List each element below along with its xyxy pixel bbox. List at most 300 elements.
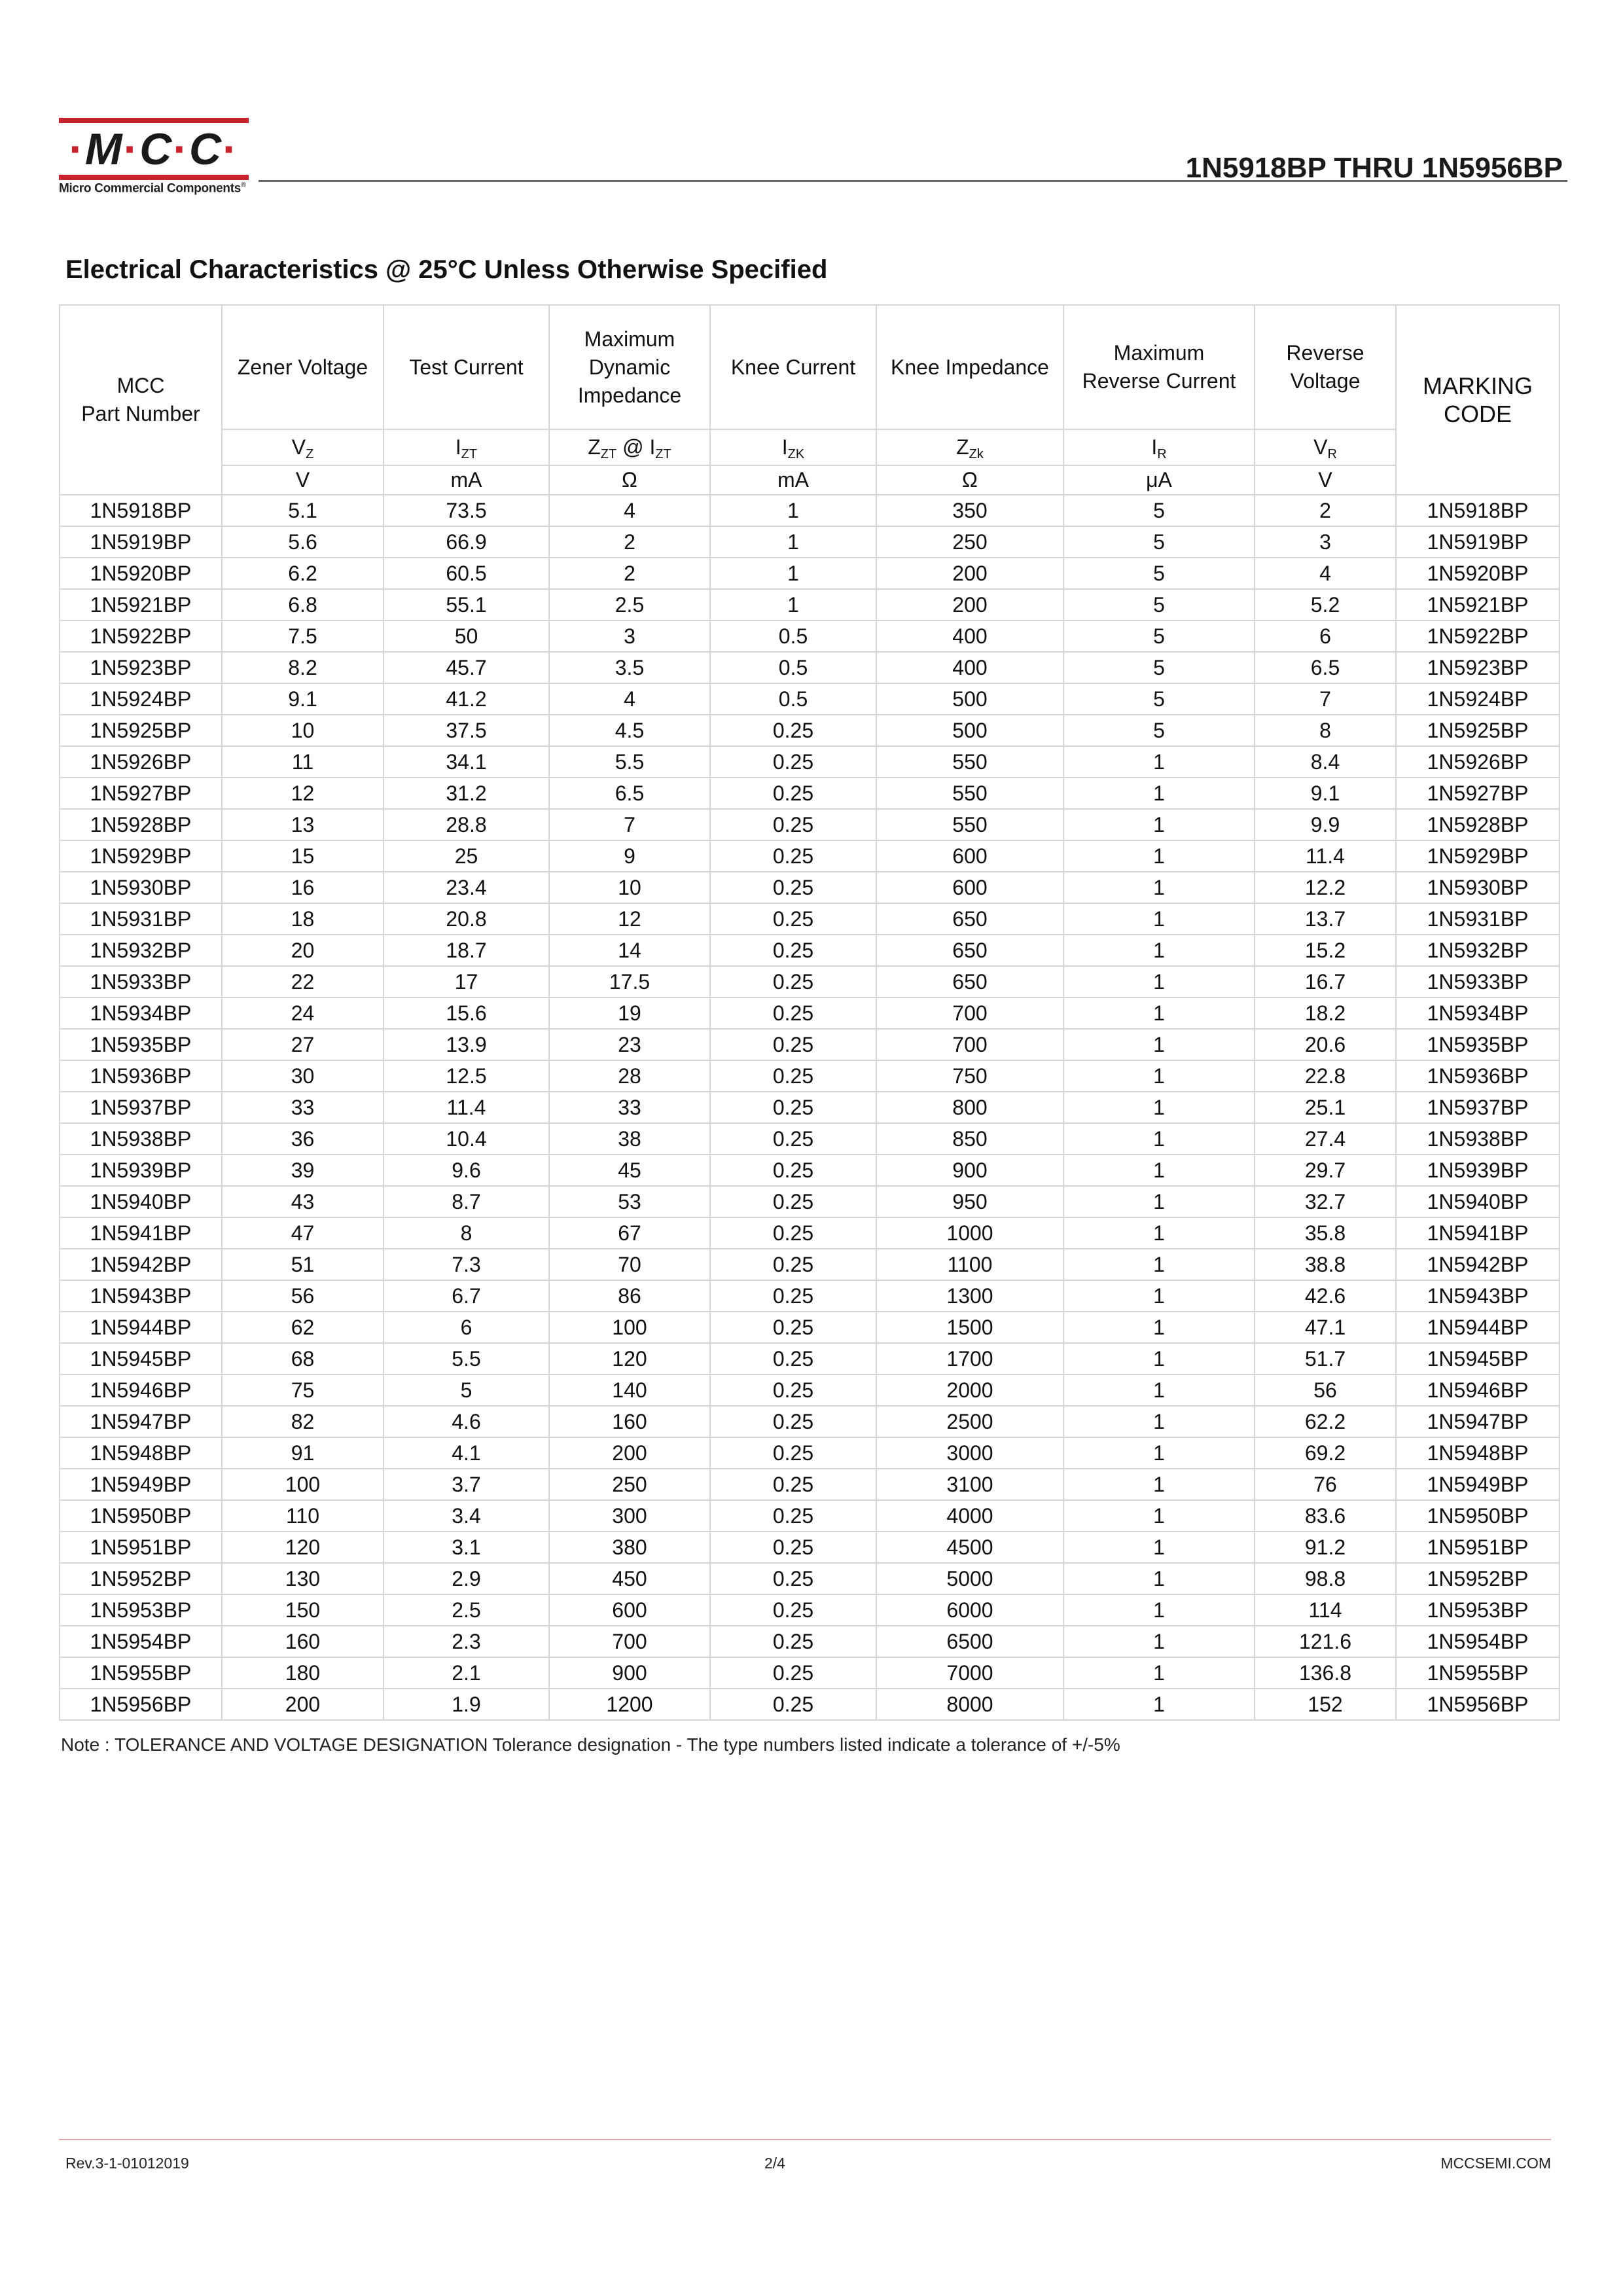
table-cell: 66.9	[383, 526, 549, 558]
table-cell: 6	[1255, 620, 1396, 652]
table-cell: 76	[1255, 1469, 1396, 1500]
logo-subtitle: Micro Commercial Components®	[59, 181, 246, 196]
table-cell: 1	[1063, 966, 1255, 997]
table-cell: 1N5937BP	[1396, 1092, 1560, 1123]
table-cell: 10	[549, 872, 710, 903]
table-cell: 34.1	[383, 746, 549, 778]
table-cell: 8000	[876, 1689, 1063, 1720]
table-row	[60, 903, 1560, 935]
table-cell: 11.4	[1255, 840, 1396, 872]
footer-rule	[59, 2139, 1551, 2140]
table-cell: 67	[549, 1217, 710, 1249]
table-cell: 12	[222, 778, 383, 809]
logo-letter-m: M	[84, 124, 124, 174]
table-cell: 550	[876, 809, 1063, 840]
table-cell: 1N5946BP	[1396, 1374, 1560, 1406]
table-cell: 1N5947BP	[60, 1406, 222, 1437]
table-cell: 1	[1063, 1029, 1255, 1060]
table-cell: 18.2	[1255, 997, 1396, 1029]
table-cell: 1	[1063, 1186, 1255, 1217]
table-cell: 1N5925BP	[60, 715, 222, 746]
table-cell: 200	[876, 558, 1063, 589]
table-cell: 0.5	[710, 652, 876, 683]
table-row	[60, 683, 1560, 715]
table-cell: 1N5939BP	[60, 1155, 222, 1186]
table-cell: 1N5928BP	[1396, 809, 1560, 840]
table-row	[60, 652, 1560, 683]
table-cell: 0.25	[710, 840, 876, 872]
table-cell: 0.25	[710, 1186, 876, 1217]
table-cell: 1300	[876, 1280, 1063, 1312]
table-cell: 1N5950BP	[60, 1500, 222, 1532]
table-cell: 1	[1063, 1437, 1255, 1469]
table-cell: 7	[1255, 683, 1396, 715]
table-cell: 20.6	[1255, 1029, 1396, 1060]
table-cell: 1N5933BP	[1396, 966, 1560, 997]
table-cell: 5	[1063, 558, 1255, 589]
table-cell: 4	[549, 495, 710, 526]
symbol-vz: $V_Z$	[222, 429, 383, 465]
table-cell: 600	[876, 872, 1063, 903]
table-cell: 1N5935BP	[60, 1029, 222, 1060]
table-row	[60, 526, 1560, 558]
table-cell: 800	[876, 1092, 1063, 1123]
table-cell: 22	[222, 966, 383, 997]
table-cell: 4.6	[383, 1406, 549, 1437]
table-cell: 121.6	[1255, 1626, 1396, 1657]
table-row	[60, 966, 1560, 997]
col-part-number: MCC Part Number	[60, 305, 222, 495]
table-cell: 1	[1063, 778, 1255, 809]
table-cell: 3.7	[383, 1469, 549, 1500]
header-row-labels	[60, 305, 1560, 429]
mcc-logo	[59, 115, 255, 203]
table-cell: 120	[549, 1343, 710, 1374]
table-cell: 15.2	[1255, 935, 1396, 966]
table-cell: 1N5919BP	[60, 526, 222, 558]
col-reverse-voltage: Reverse Voltage	[1255, 305, 1396, 429]
table-cell: 0.25	[710, 715, 876, 746]
table-cell: 6.7	[383, 1280, 549, 1312]
table-cell: 5	[1063, 589, 1255, 620]
table-cell: 1	[1063, 935, 1255, 966]
table-cell: 1N5918BP	[1396, 495, 1560, 526]
table-cell: 1N5935BP	[1396, 1029, 1560, 1060]
table-cell: 1N5945BP	[60, 1343, 222, 1374]
table-cell: 8.2	[222, 652, 383, 683]
table-cell: 2.3	[383, 1626, 549, 1657]
unit-cell: V	[222, 465, 383, 495]
table-cell: 75	[222, 1374, 383, 1406]
table-cell: 3	[549, 620, 710, 652]
unit-cell: μA	[1063, 465, 1255, 495]
table-cell: 0.25	[710, 1060, 876, 1092]
table-cell: 6500	[876, 1626, 1063, 1657]
table-cell: 1	[710, 558, 876, 589]
table-cell: 13.7	[1255, 903, 1396, 935]
table-cell: 7000	[876, 1657, 1063, 1689]
table-cell: 100	[549, 1312, 710, 1343]
table-cell: 1N5936BP	[1396, 1060, 1560, 1092]
table-cell: 2.9	[383, 1563, 549, 1594]
table-cell: 18.7	[383, 935, 549, 966]
table-cell: 39	[222, 1155, 383, 1186]
table-cell: 0.25	[710, 1532, 876, 1563]
table-row	[60, 1500, 1560, 1532]
table-cell: 400	[876, 652, 1063, 683]
table-cell: 7.3	[383, 1249, 549, 1280]
table-row	[60, 1469, 1560, 1500]
table-row	[60, 1406, 1560, 1437]
table-cell: 1N5922BP	[1396, 620, 1560, 652]
table-cell: 17	[383, 966, 549, 997]
col-dynamic-impedance: Maximum Dynamic Impedance	[549, 305, 710, 429]
table-cell: 1N5956BP	[60, 1689, 222, 1720]
table-cell: 5	[1063, 715, 1255, 746]
table-cell: 28.8	[383, 809, 549, 840]
table-row	[60, 1186, 1560, 1217]
table-row	[60, 935, 1560, 966]
table-cell: 1N5920BP	[1396, 558, 1560, 589]
table-cell: 1	[1063, 746, 1255, 778]
table-row	[60, 1437, 1560, 1469]
table-cell: 3100	[876, 1469, 1063, 1500]
table-cell: 1N5945BP	[1396, 1343, 1560, 1374]
table-cell: 650	[876, 935, 1063, 966]
table-cell: 0.5	[710, 620, 876, 652]
table-cell: 2500	[876, 1406, 1063, 1437]
table-cell: 30	[222, 1060, 383, 1092]
table-cell: 20.8	[383, 903, 549, 935]
table-cell: 5.5	[549, 746, 710, 778]
table-cell: 110	[222, 1500, 383, 1532]
table-cell: 16	[222, 872, 383, 903]
table-cell: 1700	[876, 1343, 1063, 1374]
table-cell: 60.5	[383, 558, 549, 589]
table-cell: 1	[1063, 872, 1255, 903]
table-cell: 10.4	[383, 1123, 549, 1155]
table-cell: 1N5931BP	[1396, 903, 1560, 935]
table-cell: 1	[1063, 1312, 1255, 1343]
table-cell: 24	[222, 997, 383, 1029]
table-cell: 1N5925BP	[1396, 715, 1560, 746]
col-zener-voltage: Zener Voltage	[222, 305, 383, 429]
table-cell: 500	[876, 683, 1063, 715]
table-row	[60, 1563, 1560, 1594]
table-cell: 12.2	[1255, 872, 1396, 903]
table-cell: 750	[876, 1060, 1063, 1092]
header-row-units	[60, 465, 1560, 495]
table-cell: 1N5939BP	[1396, 1155, 1560, 1186]
table-cell: 1N5940BP	[1396, 1186, 1560, 1217]
symbol-zzk: $Z_{Zk}$	[876, 429, 1063, 465]
table-row	[60, 778, 1560, 809]
table-cell: 0.25	[710, 1500, 876, 1532]
table-cell: 6.2	[222, 558, 383, 589]
table-cell: 50	[383, 620, 549, 652]
table-cell: 5.6	[222, 526, 383, 558]
table-cell: 8.7	[383, 1186, 549, 1217]
table-row	[60, 1343, 1560, 1374]
table-cell: 1N5955BP	[60, 1657, 222, 1689]
col-reverse-current: Maximum Reverse Current	[1063, 305, 1255, 429]
table-cell: 0.25	[710, 1594, 876, 1626]
table-cell: 33	[222, 1092, 383, 1123]
table-cell: 4.1	[383, 1437, 549, 1469]
table-cell: 1N5943BP	[60, 1280, 222, 1312]
table-cell: 1N5948BP	[60, 1437, 222, 1469]
table-cell: 1N5951BP	[60, 1532, 222, 1563]
table-cell: 12	[549, 903, 710, 935]
table-cell: 1N5930BP	[1396, 872, 1560, 903]
table-cell: 38.8	[1255, 1249, 1396, 1280]
table-cell: 400	[876, 620, 1063, 652]
table-cell: 36	[222, 1123, 383, 1155]
table-cell: 12.5	[383, 1060, 549, 1092]
table-cell: 51	[222, 1249, 383, 1280]
table-cell: 1N5944BP	[1396, 1312, 1560, 1343]
table-row	[60, 746, 1560, 778]
table-cell: 700	[876, 997, 1063, 1029]
table-cell: 160	[222, 1626, 383, 1657]
table-cell: 1200	[549, 1689, 710, 1720]
table-cell: 1N5921BP	[60, 589, 222, 620]
table-cell: 23	[549, 1029, 710, 1060]
table-cell: 1N5923BP	[60, 652, 222, 683]
table-cell: 8.4	[1255, 746, 1396, 778]
table-cell: 5	[1063, 683, 1255, 715]
col-test-current: Test Current	[383, 305, 549, 429]
table-cell: 0.25	[710, 746, 876, 778]
tolerance-note: Note : TOLERANCE AND VOLTAGE DESIGNATION Tolerance designation - The type numbers listed indicate a tolerance of +/-5%	[61, 1734, 1120, 1755]
table-cell: 0.25	[710, 966, 876, 997]
table-cell: 1N5933BP	[60, 966, 222, 997]
table-cell: 200	[222, 1689, 383, 1720]
table-cell: 1N5953BP	[1396, 1594, 1560, 1626]
table-cell: 0.25	[710, 778, 876, 809]
symbol-izk: $I_{ZK}$	[710, 429, 876, 465]
table-cell: 1	[1063, 1657, 1255, 1689]
table-cell: 1000	[876, 1217, 1063, 1249]
table-cell: 1N5934BP	[1396, 997, 1560, 1029]
table-cell: 7.5	[222, 620, 383, 652]
table-cell: 23.4	[383, 872, 549, 903]
table-cell: 120	[222, 1532, 383, 1563]
table-cell: 45.7	[383, 652, 549, 683]
logo-top-bar	[59, 118, 249, 123]
table-cell: 1N5953BP	[60, 1594, 222, 1626]
table-cell: 9.1	[1255, 778, 1396, 809]
table-cell: 4.5	[549, 715, 710, 746]
table-cell: 1	[1063, 840, 1255, 872]
table-cell: 0.25	[710, 1029, 876, 1060]
table-cell: 91.2	[1255, 1532, 1396, 1563]
table-cell: 0.5	[710, 683, 876, 715]
table-cell: 900	[876, 1155, 1063, 1186]
table-row	[60, 1532, 1560, 1563]
table-cell: 1N5942BP	[1396, 1249, 1560, 1280]
table-cell: 1N5954BP	[60, 1626, 222, 1657]
table-cell: 1N5926BP	[60, 746, 222, 778]
unit-cell: mA	[383, 465, 549, 495]
table-cell: 1N5949BP	[1396, 1469, 1560, 1500]
table-row	[60, 1374, 1560, 1406]
table-row	[60, 589, 1560, 620]
table-cell: 1N5924BP	[1396, 683, 1560, 715]
table-cell: 47.1	[1255, 1312, 1396, 1343]
table-cell: 4	[1255, 558, 1396, 589]
table-cell: 9	[549, 840, 710, 872]
table-cell: 850	[876, 1123, 1063, 1155]
table-cell: 17.5	[549, 966, 710, 997]
table-cell: 2.5	[383, 1594, 549, 1626]
document-title: 1N5918BP THRU 1N5956BP	[1185, 152, 1563, 184]
table-cell: 1N5940BP	[60, 1186, 222, 1217]
table-cell: 1N5949BP	[60, 1469, 222, 1500]
table-cell: 1N5938BP	[60, 1123, 222, 1155]
table-cell: 0.25	[710, 1469, 876, 1500]
table-cell: 62.2	[1255, 1406, 1396, 1437]
table-cell: 0.25	[710, 872, 876, 903]
table-row	[60, 1689, 1560, 1720]
table-cell: 9.1	[222, 683, 383, 715]
table-cell: 51.7	[1255, 1343, 1396, 1374]
table-cell: 43	[222, 1186, 383, 1217]
table-row	[60, 1123, 1560, 1155]
table-cell: 11.4	[383, 1092, 549, 1123]
table-cell: 35.8	[1255, 1217, 1396, 1249]
table-cell: 1	[1063, 1532, 1255, 1563]
table-row	[60, 872, 1560, 903]
logo-bottom-bar	[59, 175, 249, 180]
table-cell: 500	[876, 715, 1063, 746]
table-cell: 1	[1063, 809, 1255, 840]
table-row	[60, 1092, 1560, 1123]
table-row	[60, 1594, 1560, 1626]
table-cell: 5	[1063, 495, 1255, 526]
table-cell: 0.25	[710, 1374, 876, 1406]
table-cell: 1	[1063, 1469, 1255, 1500]
table-cell: 83.6	[1255, 1500, 1396, 1532]
table-cell: 1N5932BP	[1396, 935, 1560, 966]
table-cell: 0.25	[710, 1123, 876, 1155]
table-cell: 1N5952BP	[60, 1563, 222, 1594]
table-cell: 1N5938BP	[1396, 1123, 1560, 1155]
table-cell: 1	[1063, 903, 1255, 935]
table-cell: 114	[1255, 1594, 1396, 1626]
table-cell: 1N5955BP	[1396, 1657, 1560, 1689]
table-cell: 550	[876, 746, 1063, 778]
logo-letter-c1: C	[139, 124, 173, 174]
table-cell: 14	[549, 935, 710, 966]
table-cell: 6000	[876, 1594, 1063, 1626]
footer-revision: Rev.3-1-01012019	[65, 2155, 189, 2172]
table-cell: 950	[876, 1186, 1063, 1217]
table-row	[60, 715, 1560, 746]
table-cell: 8	[1255, 715, 1396, 746]
table-cell: 1N5921BP	[1396, 589, 1560, 620]
table-cell: 42.6	[1255, 1280, 1396, 1312]
table-cell: 1	[1063, 1626, 1255, 1657]
table-cell: 180	[222, 1657, 383, 1689]
table-cell: 1N5929BP	[60, 840, 222, 872]
table-cell: 15	[222, 840, 383, 872]
table-cell: 5000	[876, 1563, 1063, 1594]
table-body	[60, 495, 1560, 1720]
table-cell: 2.1	[383, 1657, 549, 1689]
table-cell: 32.7	[1255, 1186, 1396, 1217]
table-cell: 1	[1063, 1123, 1255, 1155]
symbol-zzt: $Z_{ZT}$ @ $I_{ZT}$	[549, 429, 710, 465]
table-cell: 1	[1063, 1374, 1255, 1406]
table-cell: 5.2	[1255, 589, 1396, 620]
table-cell: 1N5928BP	[60, 809, 222, 840]
table-cell: 1N5918BP	[60, 495, 222, 526]
unit-cell: mA	[710, 465, 876, 495]
table-cell: 152	[1255, 1689, 1396, 1720]
col-knee-impedance: Knee Impedance	[876, 305, 1063, 429]
unit-cell: Ω	[549, 465, 710, 495]
table-cell: 38	[549, 1123, 710, 1155]
table-cell: 1N5951BP	[1396, 1532, 1560, 1563]
table-cell: 1	[1063, 1280, 1255, 1312]
footer-page-number: 2/4	[764, 2155, 785, 2172]
table-row	[60, 1249, 1560, 1280]
table-cell: 1N5927BP	[1396, 778, 1560, 809]
table-cell: 1N5937BP	[60, 1092, 222, 1123]
table-cell: 6.5	[1255, 652, 1396, 683]
table-cell: 0.25	[710, 1657, 876, 1689]
table-cell: 1N5931BP	[60, 903, 222, 935]
unit-cell: Ω	[876, 465, 1063, 495]
table-cell: 27.4	[1255, 1123, 1396, 1155]
table-cell: 0.25	[710, 1155, 876, 1186]
table-cell: 1N5927BP	[60, 778, 222, 809]
table-cell: 1N5919BP	[1396, 526, 1560, 558]
table-cell: 0.25	[710, 1280, 876, 1312]
table-cell: 650	[876, 903, 1063, 935]
table-cell: 300	[549, 1500, 710, 1532]
table-cell: 8	[383, 1217, 549, 1249]
table-cell: 1	[710, 526, 876, 558]
table-cell: 150	[222, 1594, 383, 1626]
table-cell: 380	[549, 1532, 710, 1563]
table-cell: 2	[1255, 495, 1396, 526]
table-cell: 1N5932BP	[60, 935, 222, 966]
logo-text: ·M·C·C·	[69, 124, 239, 174]
unit-cell: V	[1255, 465, 1396, 495]
table-cell: 73.5	[383, 495, 549, 526]
table-cell: 1N5944BP	[60, 1312, 222, 1343]
table-cell: 1N5948BP	[1396, 1437, 1560, 1469]
table-cell: 3.1	[383, 1532, 549, 1563]
table-cell: 1	[1063, 1594, 1255, 1626]
table-cell: 10	[222, 715, 383, 746]
table-cell: 0.25	[710, 1406, 876, 1437]
table-cell: 1	[1063, 1155, 1255, 1186]
table-cell: 56	[222, 1280, 383, 1312]
table-cell: 68	[222, 1343, 383, 1374]
table-cell: 1	[1063, 1217, 1255, 1249]
table-cell: 1N5941BP	[1396, 1217, 1560, 1249]
table-cell: 136.8	[1255, 1657, 1396, 1689]
col-marking-code: MARKING CODE	[1396, 305, 1560, 495]
table-cell: 3	[1255, 526, 1396, 558]
table-cell: 1N5952BP	[1396, 1563, 1560, 1594]
table-cell: 5	[383, 1374, 549, 1406]
table-cell: 1	[1063, 997, 1255, 1029]
table-cell: 33	[549, 1092, 710, 1123]
